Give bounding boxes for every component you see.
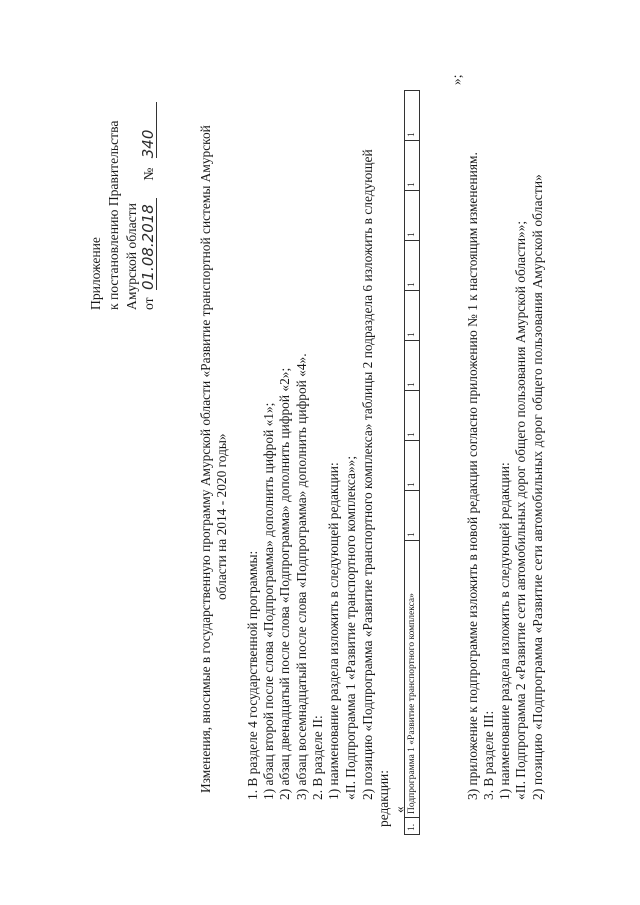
section-1-item-1: 1) абзац второй после слова «Подпрограмма» дополнить цифрой «1»; [261, 402, 276, 800]
handwritten-date: 01.08.2018 [140, 198, 157, 290]
section-3-item-1-quote: «II. Подпрограмма 2 «Развитие сети автомобильных дорог общего пользования Амурской области»»; [513, 220, 528, 800]
section-2-item-2-cont: редакции: [376, 770, 391, 827]
table-cell-value: 1 [405, 91, 420, 141]
section-1-heading: 1. В разделе 4 государственной программы: [245, 550, 260, 800]
header-region: Амурской области [124, 203, 139, 310]
section-2-item-1: 1) наименование раздела изложить в следующей редакции: [326, 462, 341, 800]
table-cell-value: 1 [405, 341, 420, 391]
table-cell-name: Подпрограмма 1 «Развитие транспортного комплекса» [405, 541, 420, 818]
table-cell-value: 1 [405, 141, 420, 191]
section-3-item-1: 1) наименование раздела изложить в следующей редакции: [497, 462, 512, 800]
table-cell-value: 1 [405, 291, 420, 341]
document-title-line-2: области на 2014 - 2020 годы» [214, 433, 229, 600]
section-2-item-2: 2) позицию «Подпрограмма «Развитие транспортного комплекса» таблицы 2 подраздела 6 изложить в следующей [360, 149, 375, 800]
table-cell-value: 1 [405, 491, 420, 541]
table-cell-number: 1. [405, 818, 420, 835]
table-cell-value: 1 [405, 441, 420, 491]
header-appendix: Приложение [88, 237, 103, 310]
table-cell-value: 1 [405, 191, 420, 241]
section-3-item-2: 2) позицию «Подпрограмма «Развитие сети автомобильных дорог общего пользования Амурской области» [530, 174, 545, 800]
table-cell-value: 1 [405, 241, 420, 291]
section-1-item-3: 3) абзац восемнадцатый после слова «Подпрограмма» дополнить цифрой «4». [294, 353, 309, 800]
section-3-heading: 3. В разделе III: [481, 710, 496, 800]
section-2-item-1-quote: «II. Подпрограмма 1 «Развитие транспортного комплекса»»; [343, 455, 358, 800]
table-row [405, 91, 420, 835]
quote-open: « [392, 806, 407, 813]
document-title-line-1: Изменения, вносимые в государственную программу Амурской области «Развитие транспортной системы Амурской [198, 125, 213, 793]
section-2-heading: 2. В разделе II: [310, 715, 325, 800]
header-date-number [140, 102, 157, 310]
handwritten-number: 340 [140, 102, 157, 158]
table-cell-value: 1 [405, 391, 420, 441]
subprogram-table [404, 90, 420, 835]
header-number-sign: № [141, 167, 156, 181]
quote-close: »; [449, 74, 464, 85]
section-2-item-3: 3) приложение к подпрограмме изложить в новой редакции согласно приложению № 1 к настоящим изменениям. [465, 152, 480, 800]
header-date-prefix: от [141, 297, 156, 310]
header-resolution: к постановлению Правительства [106, 120, 121, 310]
section-1-item-2: 2) абзац двенадцатый после слова «Подпрограмма» дополнить цифрой «2»; [277, 367, 292, 800]
